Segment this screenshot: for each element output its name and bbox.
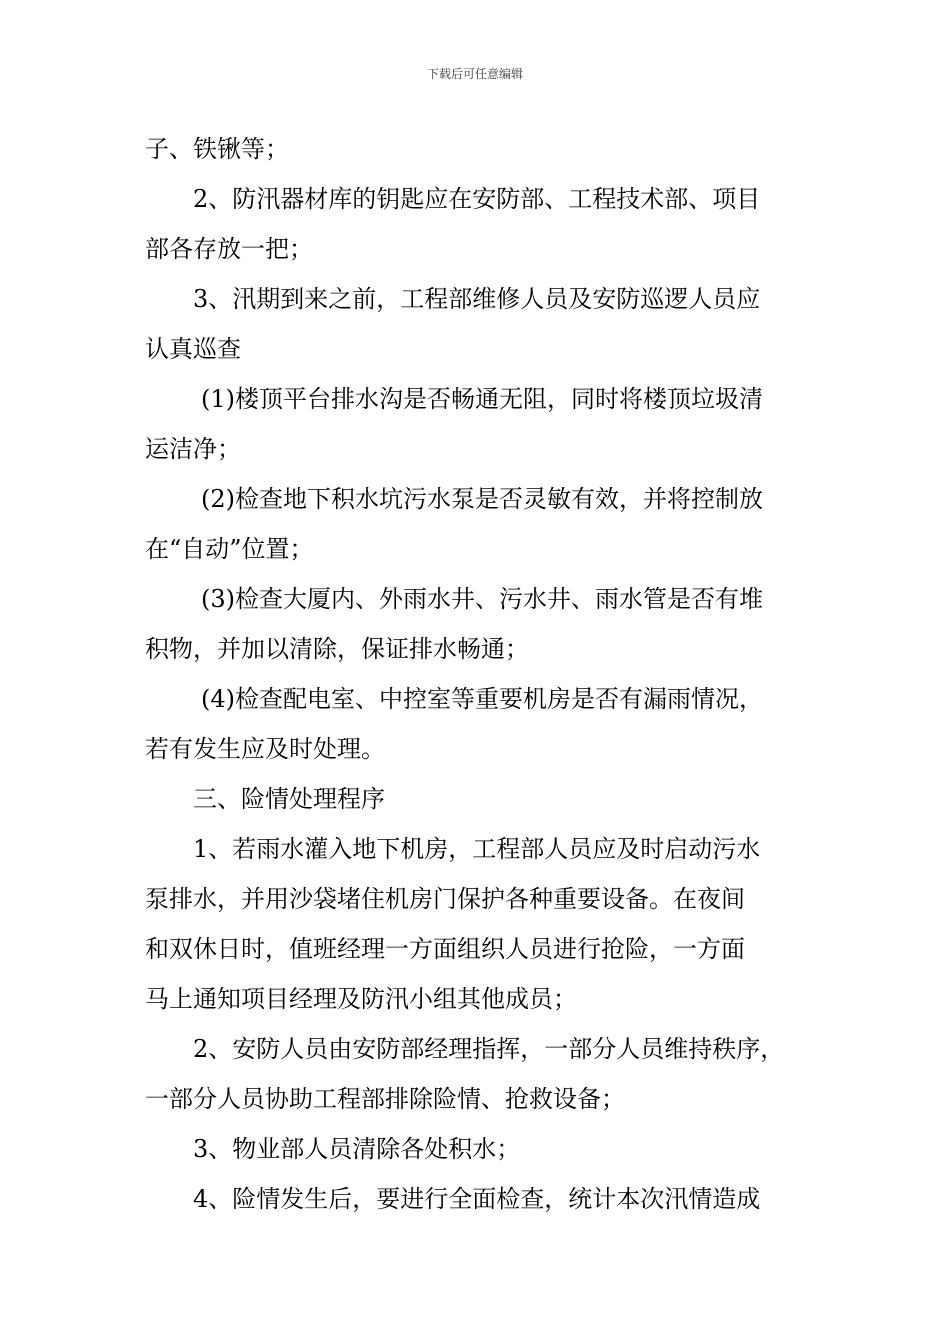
- text-line: 积物，并加以清除，保证排水畅通；: [145, 635, 529, 663]
- text-line: 1、若雨水灌入地下机房，工程部人员应及时启动污水: [193, 835, 761, 863]
- text-line: 3、汛期到来之前，工程部维修人员及安防巡逻人员应: [193, 285, 761, 313]
- text-line: 4、险情发生后，要进行全面检查，统计本次汛情造成: [193, 1185, 761, 1213]
- text-line: 在“自动”位置；: [145, 535, 314, 563]
- text-line: 一部分人员协助工程部排除险情、抢救设备；: [145, 1085, 625, 1113]
- text-line: 和双休日时，值班经理一方面组织人员进行抢险，一方面: [145, 935, 745, 963]
- text-line: (3)检查大厦内、外雨水井、污水井、雨水管是否有堆: [201, 585, 763, 613]
- text-line: 若有发生应及时处理。: [145, 735, 385, 763]
- text-line: 马上通知项目经理及防汛小组其他成员；: [145, 985, 577, 1013]
- text-line: 运洁净；: [145, 435, 241, 463]
- text-line: (4)检查配电室、中控室等重要机房是否有漏雨情况，: [201, 685, 763, 713]
- section-heading: 三、险情处理程序: [193, 785, 385, 813]
- document-body: [145, 124, 813, 1224]
- text-line: (1)楼顶平台排水沟是否畅通无阻，同时将楼顶垃圾清: [201, 385, 763, 413]
- text-line: 部各存放一把；: [145, 235, 313, 263]
- text-line: (2)检查地下积水坑污水泵是否灵敏有效，并将控制放: [201, 485, 763, 513]
- text-line: 认真巡查: [145, 335, 241, 363]
- text-line: 子、铁锹等；: [145, 135, 289, 163]
- text-line: 3、物业部人员清除各处积水；: [193, 1135, 521, 1163]
- text-line: 泵排水，并用沙袋堵住机房门保护各种重要设备。在夜间: [145, 885, 745, 913]
- text-line: 2、防汛器材库的钥匙应在安防部、工程技术部、项目: [193, 185, 761, 213]
- text-line: 2、安防人员由安防部经理指挥，一部分人员维持秩序，: [193, 1035, 785, 1063]
- page-header: 下载后可任意编辑: [426, 67, 523, 81]
